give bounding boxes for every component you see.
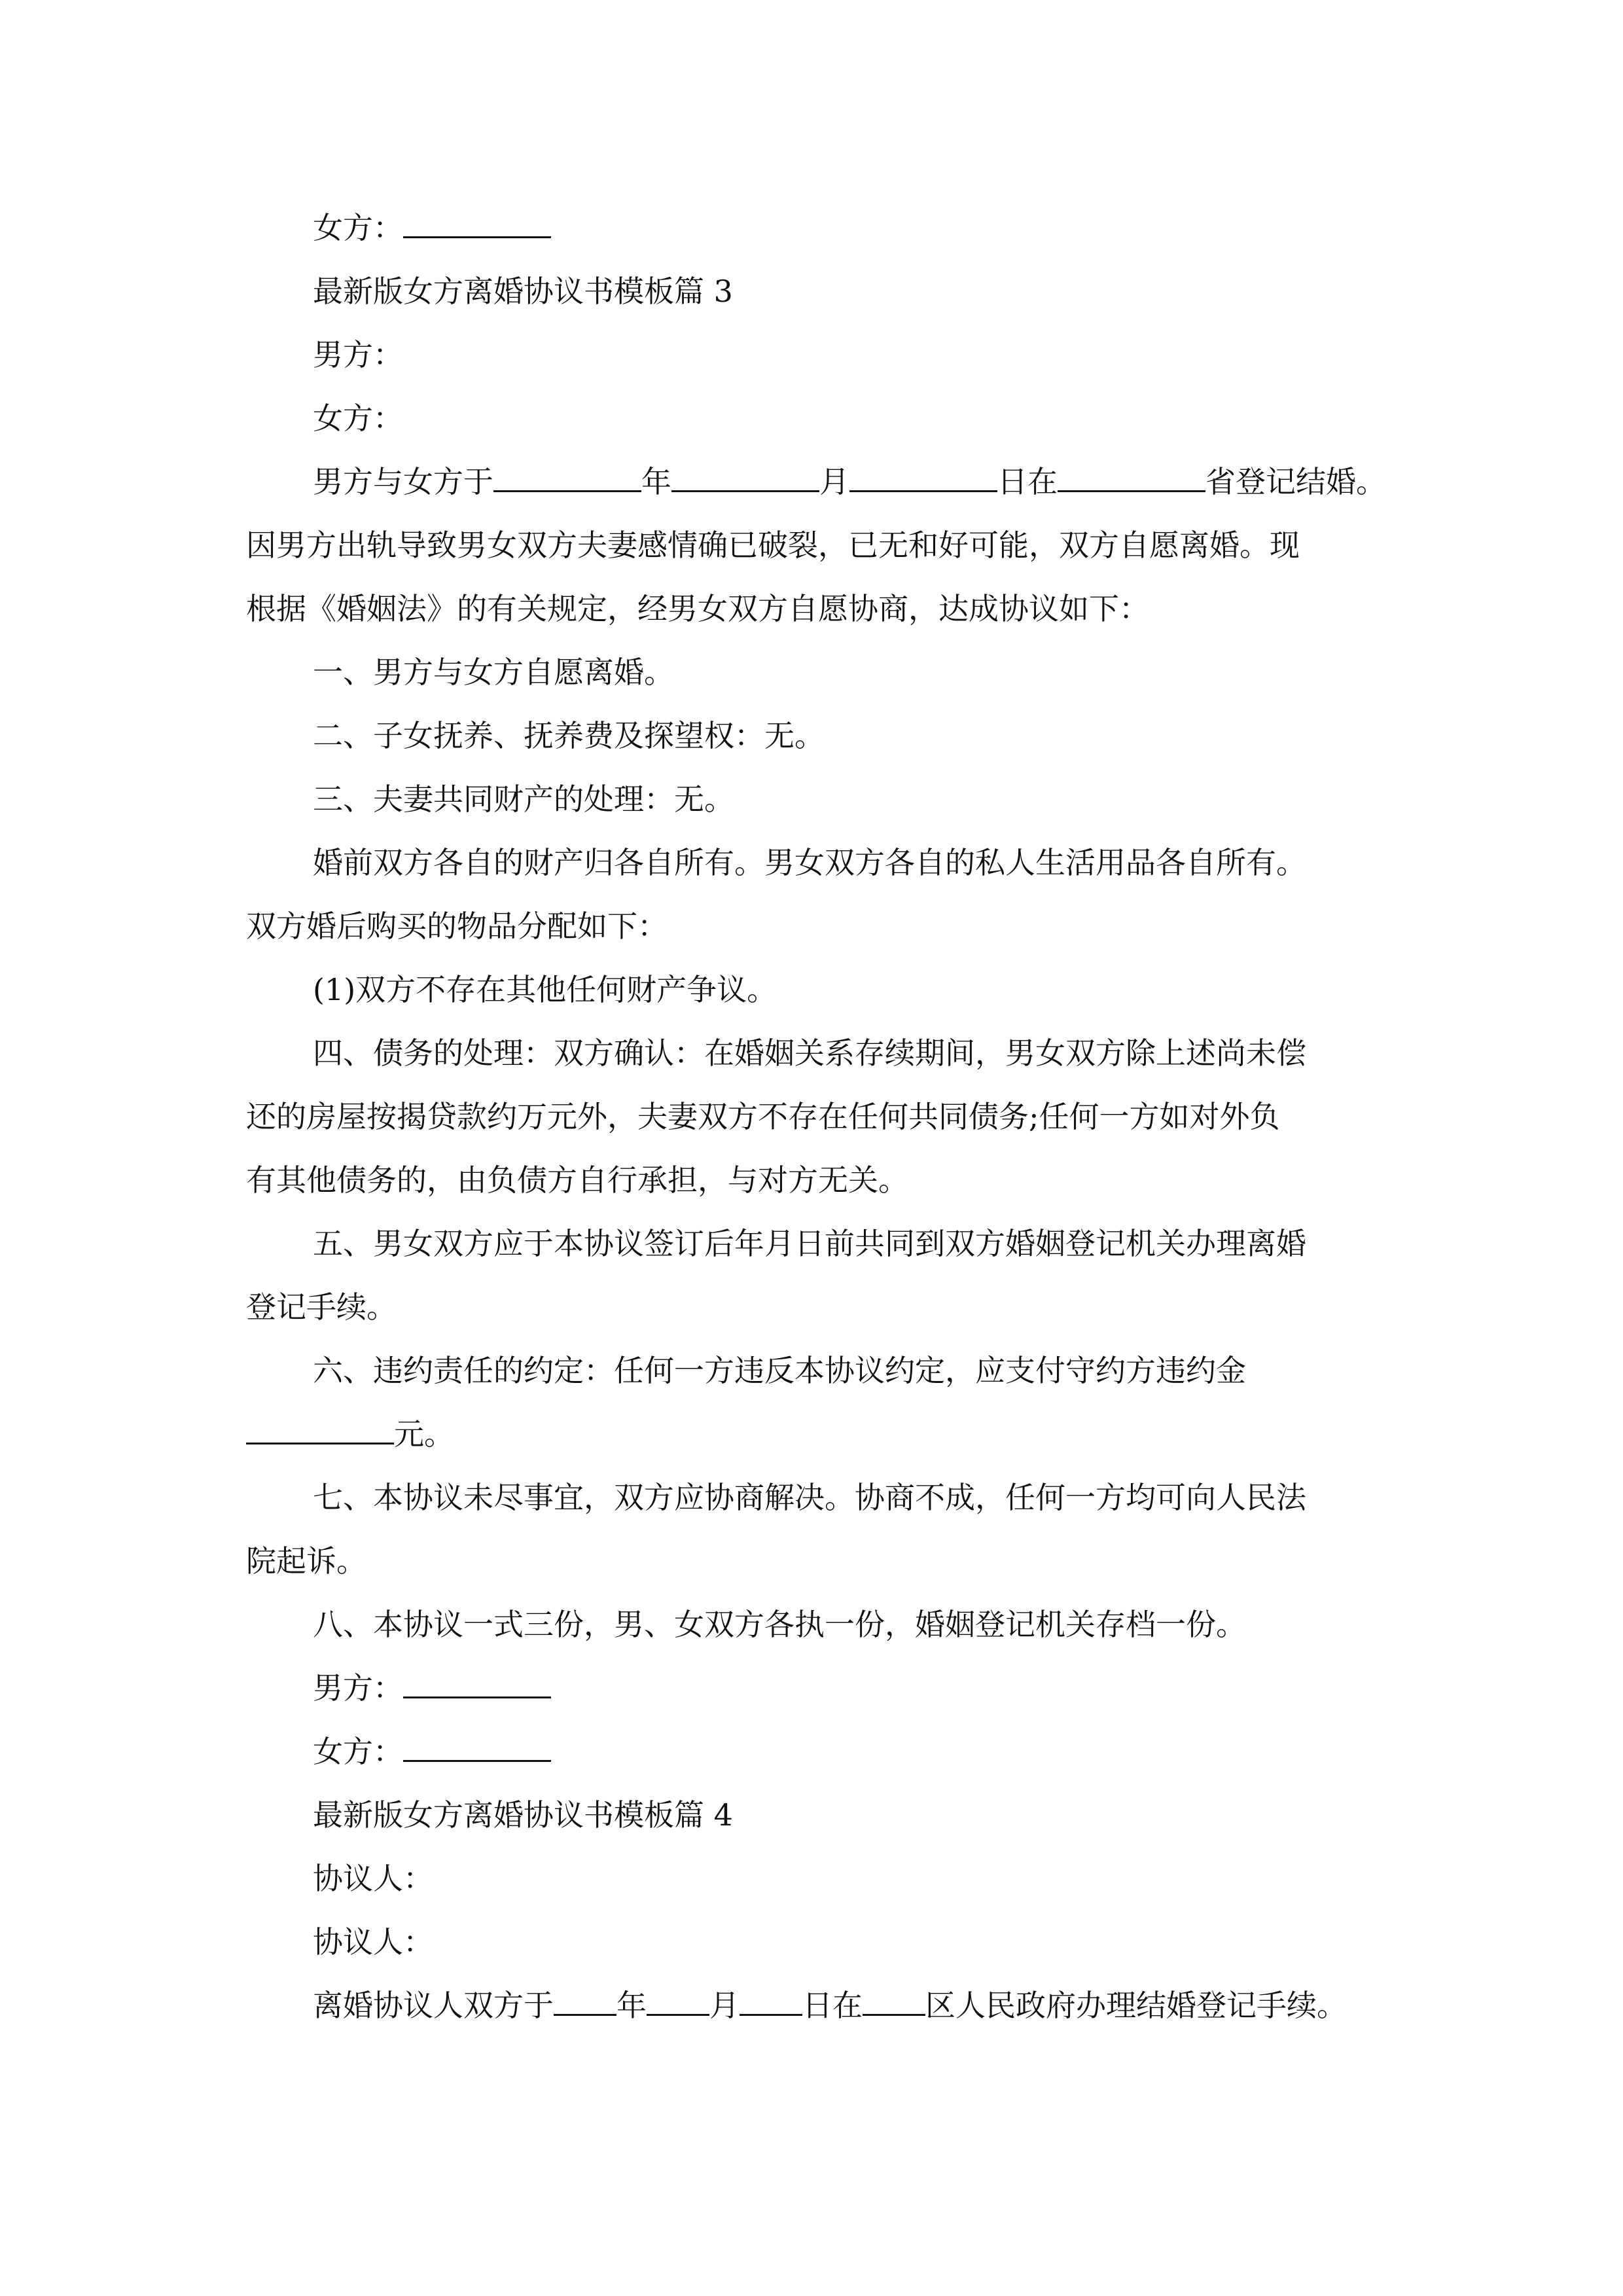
document-body (246, 196, 1398, 2037)
signature-label-male: 男方： (313, 1670, 403, 1706)
clause-1: 一、男方与女方自愿离婚。 (313, 655, 674, 690)
text-segment: 元。 (394, 1416, 454, 1452)
clause-2: 二、子女抚养、抚养费及探望权：无。 (313, 718, 825, 753)
clause-4: 四、债务的处理：双方确认：在婚姻关系存续期间，男女双方除上述尚未偿 (313, 1035, 1306, 1071)
paragraph-line: 婚前双方各自的财产归各自所有。男女双方各自的私人生活用品各自所有。 (313, 845, 1306, 880)
text-segment: 日在 (997, 464, 1058, 499)
party-label: 协议人： (313, 1861, 433, 1896)
text-segment: 年 (616, 1988, 647, 2023)
paragraph-line: 还的房屋按揭贷款约万元外，夫妻双方不存在任何共同债务;任何一方如对外负 (246, 1099, 1280, 1134)
sub-clause-1: (1)双方不存在其他任何财产争议。 (313, 972, 777, 1007)
penalty-amount-line (246, 1403, 1398, 1466)
marriage-registration-line (246, 450, 1398, 514)
party-male-label: 男方： (313, 337, 403, 372)
signature-blank (403, 1670, 551, 1698)
paragraph-line: 有其他债务的，由负债方自行承担，与对方无关。 (246, 1162, 908, 1198)
signature-label-female: 女方： (313, 210, 403, 245)
month-blank (671, 464, 819, 492)
text-segment: 离婚协议人双方于 (313, 1988, 554, 2023)
paragraph-line: 院起诉。 (246, 1543, 366, 1579)
year-blank (554, 1988, 616, 2016)
text-segment: 月 (709, 1988, 740, 2023)
signature-line-female (246, 196, 1398, 260)
year-blank (493, 464, 641, 492)
paragraph-line: 登记手续。 (246, 1289, 397, 1325)
clause-7: 七、本协议未尽事宜，双方应协商解决。协商不成，任何一方均可向人民法 (313, 1480, 1306, 1515)
province-blank (1058, 464, 1205, 492)
signature-blank (403, 1734, 551, 1762)
text-segment: 男方与女方于 (313, 464, 493, 499)
party-female-label: 女方： (313, 401, 403, 436)
day-blank (849, 464, 997, 492)
paragraph-line: 根据《婚姻法》的有关规定，经男女双方自愿协商，达成协议如下： (246, 591, 1149, 626)
signature-line-male (246, 1657, 1398, 1720)
party-label: 协议人： (313, 1924, 433, 1960)
signature-blank (403, 210, 551, 238)
clause-6: 六、违约责任的约定：任何一方违反本协议约定，应支付守约方违约金 (313, 1353, 1246, 1388)
text-segment: 月 (819, 464, 849, 499)
signature-label-female: 女方： (313, 1734, 403, 1769)
text-segment: 年 (641, 464, 671, 499)
paragraph-line: 双方婚后购买的物品分配如下： (246, 908, 668, 944)
paragraph-line: 因男方出轨导致男女双方夫妻感情确已破裂，已无和好可能，双方自愿离婚。现 (246, 528, 1300, 563)
text-segment: 日在 (802, 1988, 863, 2023)
clause-5: 五、男女双方应于本协议签订后年月日前共同到双方婚姻登记机关办理离婚 (313, 1226, 1306, 1261)
text-segment: 省登记结婚。 (1205, 464, 1386, 499)
signature-line-female (246, 1720, 1398, 1784)
section-heading-4: 最新版女方离婚协议书模板篇 4 (313, 1797, 733, 1833)
registration-date-line (246, 1974, 1398, 2037)
month-blank (647, 1988, 709, 2016)
text-segment: 区人民政府办理结婚登记手续。 (925, 1988, 1347, 2023)
clause-8: 八、本协议一式三份，男、女双方各执一份，婚姻登记机关存档一份。 (313, 1607, 1246, 1642)
district-blank (863, 1988, 925, 2016)
section-heading-3: 最新版女方离婚协议书模板篇 3 (313, 274, 733, 309)
day-blank (740, 1988, 802, 2016)
clause-3: 三、夫妻共同财产的处理：无。 (313, 781, 734, 817)
amount-blank (246, 1416, 394, 1444)
